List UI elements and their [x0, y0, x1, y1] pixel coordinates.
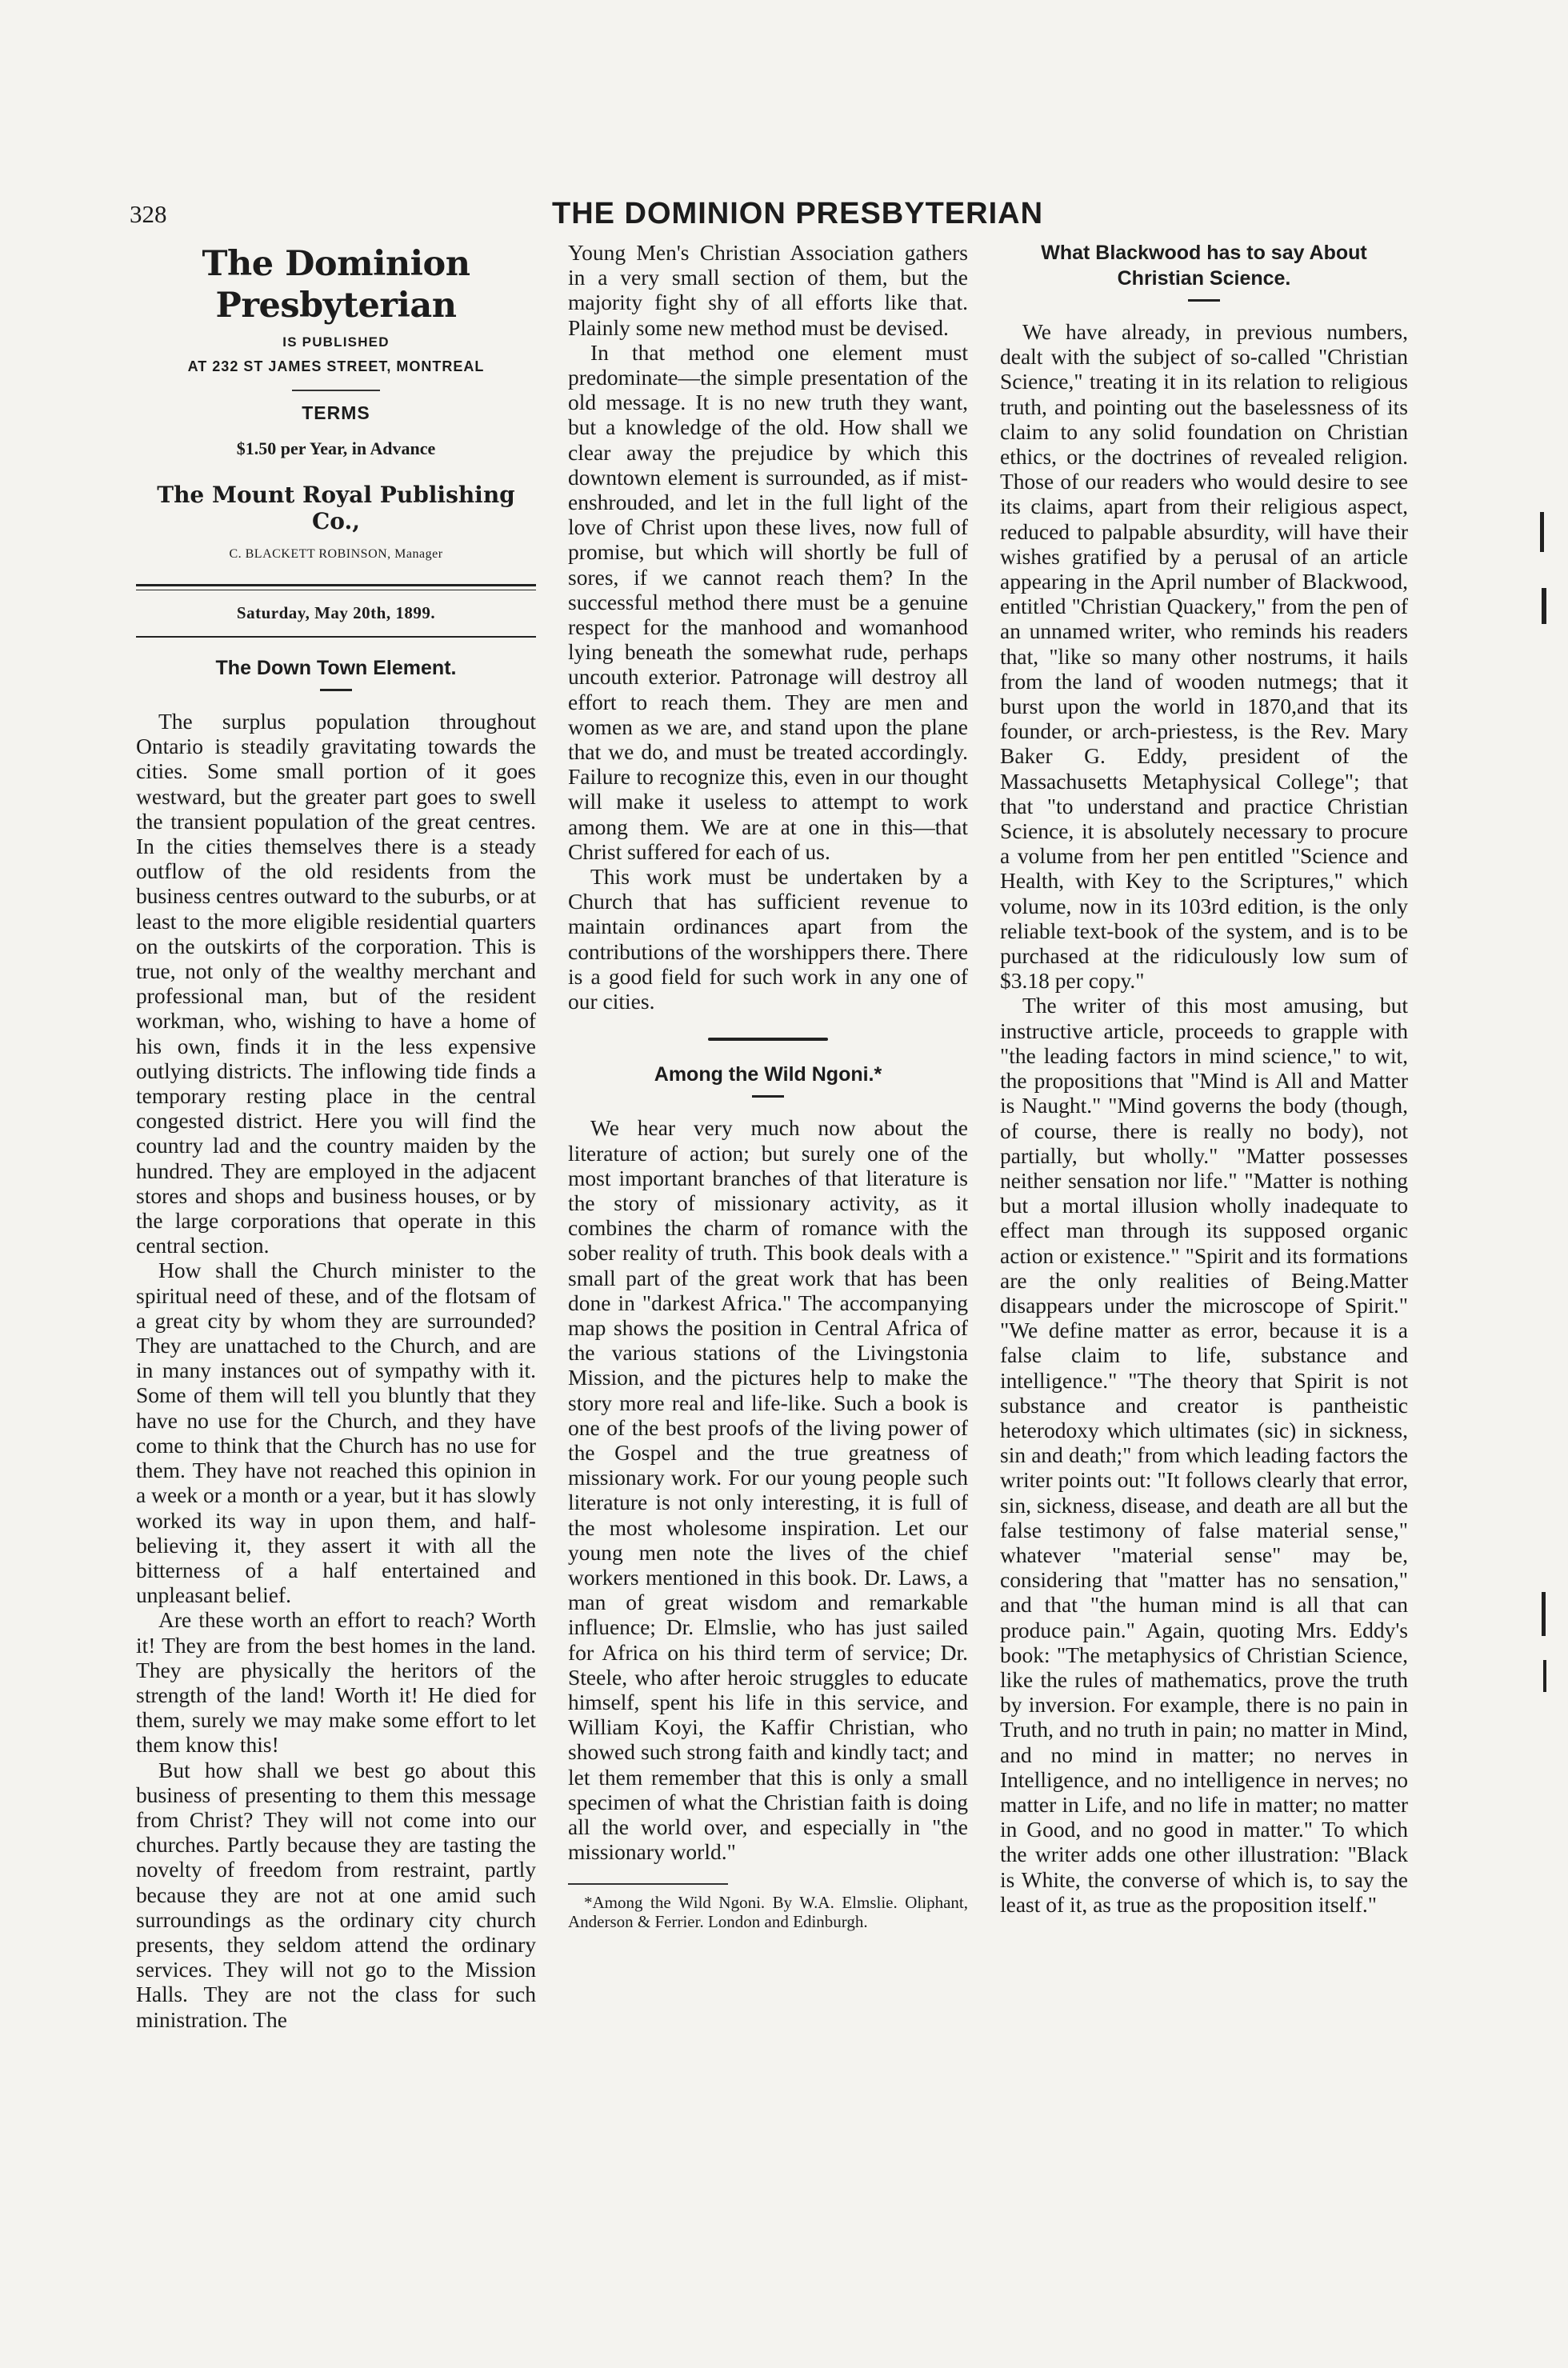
- footnote: *Among the Wild Ngoni. By W.A. Elmslie. Oliphant, Anderson & Ferrier. London and Edinburgh.: [568, 1892, 968, 1931]
- running-header: [120, 190, 1432, 230]
- article-paragraph: Young Men's Christian Association gathers in a very small section of them, but the majority fight shy of all efforts like that. Plainly some new method must be devised.: [568, 240, 968, 340]
- article-paragraph: The writer of this most amusing, but instructive article, proceeds to grapple with "the leading factors in mind science," to wit, the propositions that "Mind is All and Matter is Naught." "Mind governs the body (though, of course, there is really no body), not partially, but wholly." "Matter possesses neither sensation nor life." "Matter is nothing but a mortal illusion wholly inadequate to effect man through its supposed organic action or existence." "Spirit and its formations are the only realities of Being.Matter disappears under the microscope of Spirit." "We define matter as error, because it is a false claim to life, substance and intelligence." "The theory that Spirit is not substance and creator is pantheistic heterodoxy which ultimates (sic) in sickness, sin and death;" from which leading factors the writer points out: "It follows clearly that error, sin, sickness, disease, and death are all but the false testimony of false material sense," whatever "material sense" may be, considering that "matter has no sensation," and that "the human mind is all that can produce pain." Again, quoting Mrs. Eddy's book: "The metaphysics of Christian Science, like the rules of mathematics, prove the truth by inversion. For example, there is no pain in Truth, and no truth in pain; no matter in Mind, and no mind in matter; no nerves in Intelligence, and no intelligence in nerves; no matter in Life, and no life in matter; no matter in Good, and no good in matter." To which the writer adds one other illustration: "Black is White, the converse of which is, to say the least of it, as true as the proposition itself.": [1000, 993, 1408, 1917]
- terms-label: TERMS: [302, 402, 370, 423]
- edge-mark: [1532, 512, 1556, 635]
- page-number: 328: [130, 200, 167, 228]
- footnote-rule: [568, 1883, 728, 1885]
- running-title: THE DOMINION PRESBYTERIAN: [552, 197, 1044, 230]
- divider: [136, 636, 536, 638]
- masthead-title: The Dominion Presbyterian: [202, 244, 470, 326]
- ornamental-divider: [708, 1038, 828, 1041]
- article-paragraph: The surplus population throughout Ontario is steadily gravitating towards the cities. Some small portion of it goes westward, but the greater part goes to swell the transient population of the great centres. In the cities themselves there is a steady outflow of the old residents from the business centres outward to the suburbs, or at least to the more eligible residential quarters on the outskirts of the corporation. This is true, not only of the wealthy merchant and professional man, but of the resident workman, who, wishing to have a home of his own, finds it in the less expensive outlying districts. The inflowing tide finds a temporary resting place in the central congested district. Here you will find the country lad and the country maiden by the hundred. They are employed in the adjacent stores and shops and business houses, or by the large corporations that operate in this central section.: [136, 709, 536, 1258]
- newspaper-page: [120, 184, 1432, 2224]
- double-rule: [136, 584, 536, 590]
- article-heading: Among the Wild Ngoni.*: [654, 1063, 882, 1086]
- article-paragraph: In that method one element must predominate—the simple presentation of the old message. It is no new truth they want, but a knowledge of the old. How shall we clear away the prejudice by which this downtown element is surrounded, as if mist-enshrouded, and let in the full light of the love of Christ upon these lives, now full of promise, but which will shortly be full of sores, if we cannot reach them? In the successful method there must be a genuine respect for the manhood and womanhood lying beneath the somewhat rude, perhaps uncouth exterior. Patronage will destroy all effort to reach them. They are men and women as we are, and stand upon the plane that we do, and must be treated accordingly. Failure to recognize this, even in our thought will make it useless to attempt to work among them. We are at one in this—that Christ suffered for each of us.: [568, 339, 968, 864]
- article-paragraph: We have already, in previous numbers, dealt with the subject of so-called "Christian Science," treating it in its relation to religious truth, and pointing out the baselessness of its claim to any solid foundation on Christian ethics, or the doctrines of revealed religion. Those of our readers who would desire to see its claims, apart from their religious aspect, reduced to palpable absurdity, will have their wishes gratified by a perusal of an article appearing in the April number of Blackwood, entitled "Christian Quackery," from the pen of an unnamed writer, who reminds his readers that, "like so many other nostrums, it hails from the land of wooden nutmegs; that it burst upon the world in 1870,and that its founder, or arch-priestess, is the Rev. Mary Baker G. Eddy, president of the Massachusetts Metaphysical College"; that that "to understand and practice Christian Science, it is absolutely necessary to procure a volume from her pen entitled "Science and Health, with Key to the Scriptures," which volume, now in its 103rd edition, is the only reliable text-book of the system, and is to be purchased at the ridiculously low sum of $3.18 per copy.": [1000, 319, 1408, 994]
- subscription-price: $1.50 per Year, in Advance: [236, 438, 436, 458]
- heading-line: What Blackwood has to say About: [1041, 242, 1367, 264]
- article-heading: The Down Town Element.: [215, 657, 457, 679]
- article-paragraph: But how shall we best go about this business of presenting to them this message from Christ? They will not come into our churches. Partly because they are tasting the novelty of freedom from restraint, partly because they are not at one amid such surroundings as the ordinary city church presents, they seldom attend the ordinary services. They will not go to the Mission Halls. They are not the class for such ministration. The: [136, 1757, 536, 2032]
- column-3: [1000, 240, 1408, 1917]
- divider: [320, 689, 352, 691]
- article-paragraph: Are these worth an effort to reach? Worth it! They are from the best homes in the land. They are physically the heritors of the strength of the land! Worth it! He died for them, surely we may make some effort to let them know this!: [136, 1607, 536, 1758]
- publisher-name: The Mount Royal Publishing Co.,: [157, 482, 515, 534]
- article-paragraph: How shall the Church minister to the spiritual need of these, and of the flotsam of a great city by whom they are surrounded? They are unattached to the Church, and are in many instances out of sympathy with it. Some of them will tell you bluntly that they have no use for the Church, and they have come to think that the Church has no use for them. They have not reached this opinion in a week or a month or a year, but it has slowly worked its way in upon them, and half-believing it, they assert it with all the bitterness of a half entertained and unpleasant belief.: [136, 1258, 536, 1608]
- issue-date: Saturday, May 20th, 1899.: [236, 603, 436, 622]
- heading-line: Christian Science.: [1117, 267, 1291, 290]
- divider: [752, 1095, 784, 1098]
- column-2: [568, 240, 968, 1931]
- article-heading: [1000, 240, 1408, 291]
- masthead: [136, 243, 536, 638]
- column-1: [136, 240, 536, 2032]
- divider: [1188, 299, 1220, 302]
- manager-name: C. BLACKETT ROBINSON, Manager: [229, 547, 443, 561]
- published-label: IS PUBLISHED: [282, 334, 390, 350]
- divider: [292, 390, 380, 391]
- masthead-address: AT 232 ST JAMES STREET, MONTREAL: [187, 358, 485, 374]
- article-paragraph: This work must be undertaken by a Church that has sufficient revenue to maintain ordinances apart from the contributions of the worshippers there. There is a good field for such work in any one of our cities.: [568, 864, 968, 1014]
- article-paragraph: We hear very much now about the literature of action; but surely one of the most important branches of that literature is the story of missionary activity, as it combines the charm of romance with the sober reality of truth. This book deals with a small part of the great work that has been done in "darkest Africa." The accompanying map shows the position in Central Africa of the various stations of the Livingstonia Mission, and the pictures help to make the story more real and life-like. Such a book is one of the best proofs of the living power of the Gospel and the true greatness of missionary work. For our young people such literature is not only interesting, it is full of the most wholesome inspiration. Let our young men note the lives of the chief workers mentioned in this book. Dr. Laws, a man of great wisdom and remarkable influence; Dr. Elmslie, who has just sailed for Africa on his third term of service; Dr. Steele, who after heroic struggles to educate himself, spent his life in this service, and William Koyi, the Kaffir Christian, who showed such strong faith and kindly tact; and let them remember that this is only a small specimen of what the Christian faith is doing all the world over, and especially in "the missionary world.": [568, 1115, 968, 1865]
- edge-mark: [1532, 1592, 1556, 1699]
